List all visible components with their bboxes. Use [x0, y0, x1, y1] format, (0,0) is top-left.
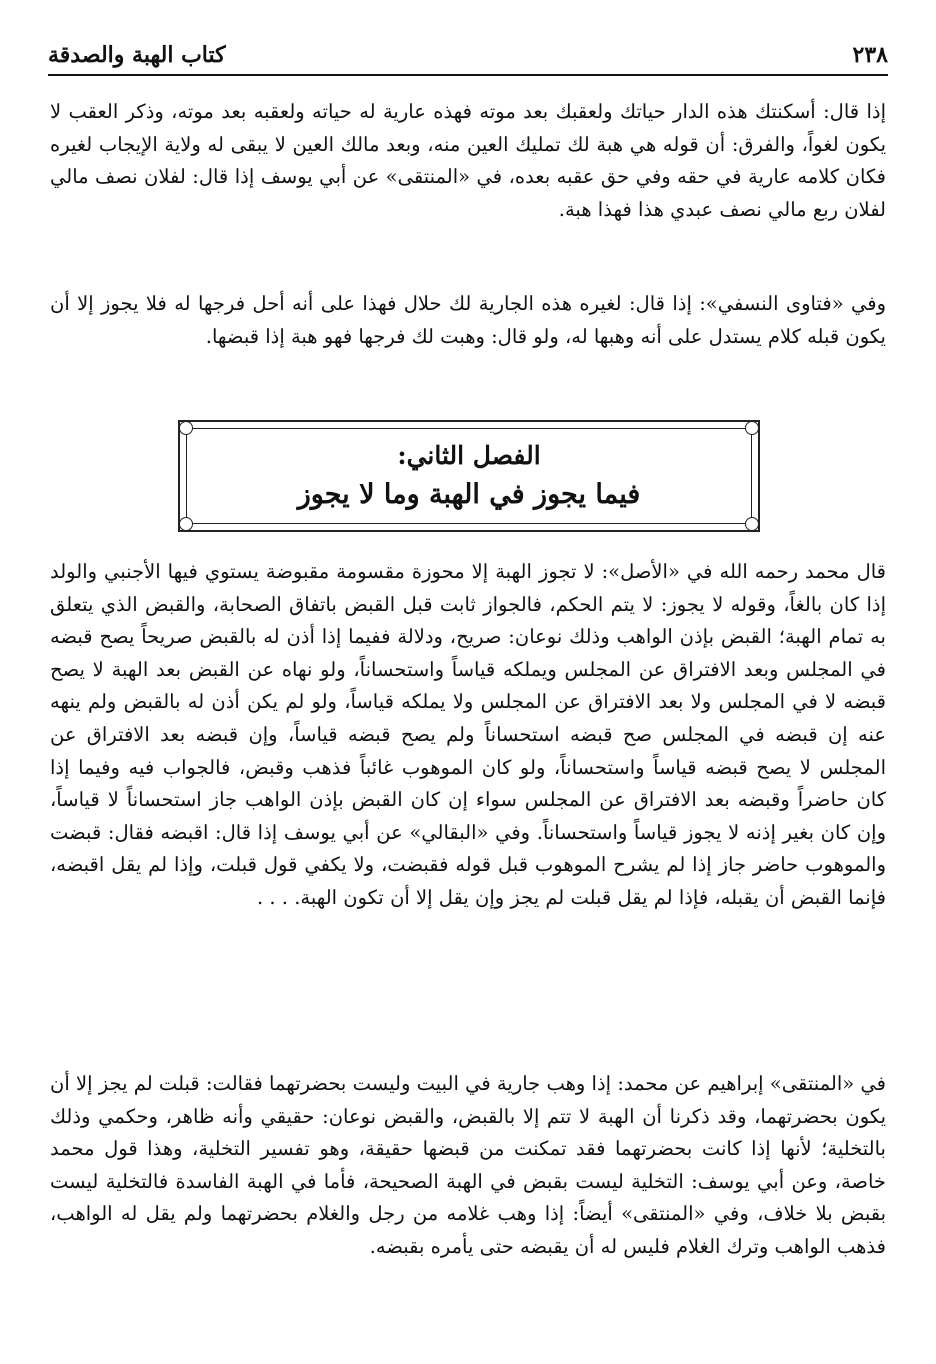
paragraph-4-block: [50, 1068, 886, 1264]
paragraph-2-block: [50, 288, 886, 353]
page-header: [48, 30, 888, 76]
paragraph-4: في «المنتقى» إبراهيم عن محمد: إذا وهب جارية في البيت وليست بحضرتهما فقالت: قبلت لم يجز إلا أن يكون بحضرتهما، وقد ذكرنا أن الهبة لا تتم إلا بالقبض، والقبض نوعان: حقيقي وأنه ظاهر، وحكمي وذلك بالتخلية؛ لأنها إذا كانت بحضرتهما فقد تمكنت من قبضها حقيقة، وهو تفسير التخلية، وهذا قول محمد خاصة، وعن أبي يوسف: التخلية ليست بقبض في الهبة الصحيحة، فأما في الهبة الفاسدة فالتخلية ليست بقبض بلا خلاف، وفي «المنتقى» أيضاً: إذا وهب غلامه من رجل والغلام بحضرتهما ولم يقل له الواهب، فذهب الواهب وترك الغلام فليس له أن يقبضه حتى يأمره بقبضه.: [50, 1072, 886, 1258]
chapter-title: فيما يجوز في الهبة وما لا يجوز: [297, 479, 641, 510]
page-number: ٢٣٨: [852, 42, 888, 68]
paragraph-1-block: [50, 96, 886, 226]
frame-corner-ornament: [745, 517, 759, 531]
paragraph-2: وفي «فتاوى النسفي»: إذا قال: لغيره هذه الجارية لك حلال فهذا على أنه أحل فرجها له فلا يجوز إلا أن يكون قبله كلام يستدل على أنه وهبها له، ولو قال: وهبت لك فرجها فهو هبة إذا قبضها.: [50, 292, 886, 348]
paragraph-3: قال محمد رحمه الله في «الأصل»: لا تجوز الهبة إلا محوزة مقسومة مقبوضة يستوي فيها الأجنبي والولد إذا كان بالغاً، وقوله لا يجوز: لا يتم الحكم، فالجواز ثابت قبل القبض باتفاق الصحابة، والقبض الذي يتعلق به تمام الهبة؛ القبض بإذن الواهب وذلك نوعان: صريح، ودلالة ففيما إذا أذن له بالقبض صريحاً يصح قبضه في المجلس وبعد الافتراق عن المجلس ويملكه قياساً واستحساناً، ولو نهاه عن القبض بعد الهبة لا يصح قبضه لا في المجلس ولا بعد الافتراق عن المجلس ولا يملكه قياساً، ولو لم يكن أذن له بالقبض ولم ينهه عنه إن قبضه في المجلس صح قبضه استحساناً ولم يصح قبضه قياساً، وإن قبضه بعد الافتراق عن المجلس لا يصح قبضه قياساً واستحساناً، ولو كان الموهوب غائباً فذهب وقبض، فالجواب فيه وفيما إذا كان حاضراً وقبضه بعد الافتراق عن المجلس سواء إن كان القبض بإذن الواهب جاز استحساناً لا قياساً، وإن كان بغير إذنه لا يجوز قياساً واستحساناً. وفي «البقالي» عن أبي يوسف إذا قال: اقبضه فقال: قبضت والموهوب حاضر جاز إذا لم يشرح الموهوب قبل قوله فقبضت، ولا يكفي قول قبلت، وإذا لم يقل اقبضه، فإنما القبض أن يقبله، فإذا لم يقل قبلت لم يجز وإن يقل إلا أن تكون الهبة. . . .: [50, 560, 886, 909]
chapter-number: الفصل الثاني:: [397, 441, 541, 470]
frame-corner-ornament: [179, 421, 193, 435]
frame-corner-ornament: [179, 517, 193, 531]
paragraph-1: إذا قال: أسكنتك هذه الدار حياتك ولعقبك بعد موته فهذه عارية له حياته ولعقبه بعد موته، وذكر العقب لا يكون لغواً، والفرق: أن قوله هي هبة لك تمليك العين منه، وبعد مالك العين لا يبقى له ولاية الإيجاب لغيره فكان كلامه عارية في حقه وفي حق عقبه بعده، في «المنتقى» عن أبي يوسف إذا قال: لفلان نصف مالي لفلان ربع مالي نصف عبدي هذا فهذا هبة.: [50, 100, 886, 221]
frame-corner-ornament: [745, 421, 759, 435]
chapter-heading-inner-frame: [186, 428, 752, 524]
chapter-heading-frame: [178, 420, 760, 532]
paragraph-3-block: [50, 556, 886, 915]
running-title: كتاب الهبة والصدقة: [48, 42, 226, 68]
